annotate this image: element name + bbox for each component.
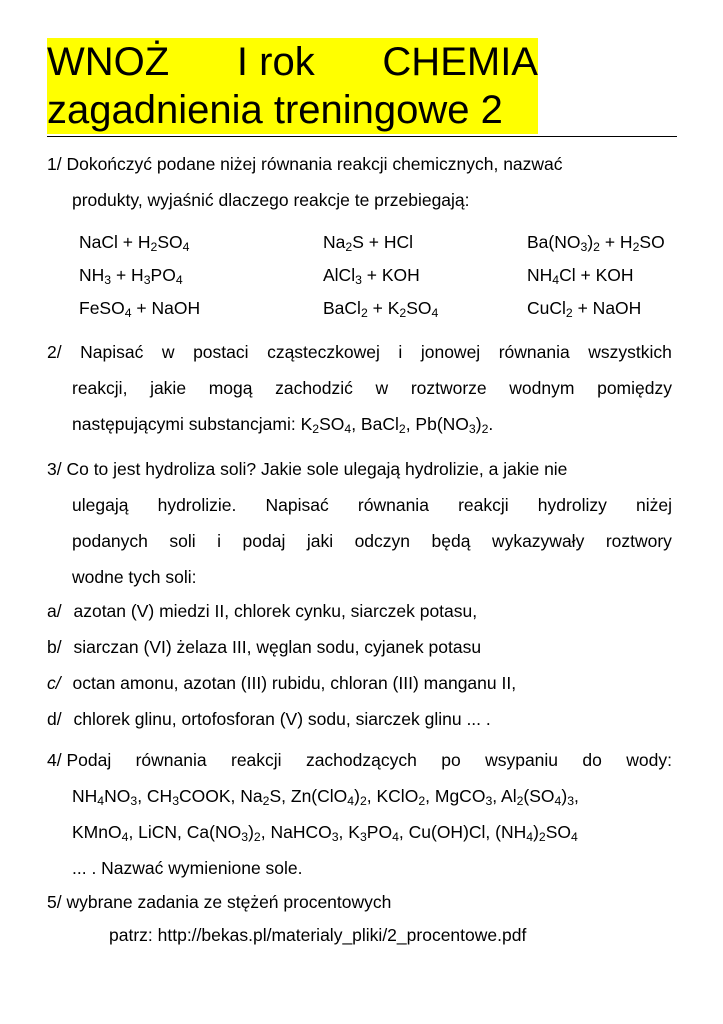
word: po — [441, 750, 461, 770]
word: 2/ — [47, 342, 62, 362]
item-label: c/ — [47, 673, 61, 693]
word: pomiędzy — [597, 378, 672, 398]
task5-line1: 5/ wybrane zadania ze stężeń procentowych — [47, 892, 392, 912]
word: wszystkich — [588, 342, 672, 362]
title-part: I rok — [236, 40, 315, 84]
word: zachodzić — [275, 378, 353, 398]
reaction: $Ba(NO_3)_2 + H_2SO$ — [527, 232, 665, 255]
page-title — [47, 38, 538, 134]
reaction: BaCl$_2$ + $K_2SO_4$ — [323, 298, 439, 321]
word: reakcji — [231, 750, 282, 770]
task2-line3: następującymi substancjami: $K_2SO_4$, BaCl$_2$, $Pb(NO_3)_2$. — [72, 414, 494, 437]
word: ulegają — [72, 495, 129, 515]
word: Napisać — [80, 342, 144, 362]
word: niżej — [636, 495, 672, 515]
title-part: WNOŻ — [47, 40, 170, 84]
word: jaki — [306, 531, 334, 551]
task3-item-d — [47, 709, 491, 730]
word: wykazywały — [491, 531, 585, 551]
task3-item-b — [47, 637, 481, 658]
task3-line4: wodne tych soli: — [72, 567, 197, 587]
word: jonowej — [420, 342, 481, 362]
item-label: b/ — [47, 637, 62, 657]
item-label: d/ — [47, 709, 62, 729]
task3-item-c — [47, 673, 516, 694]
word: cząsteczkowej — [267, 342, 380, 362]
reaction: AlCl$_3$ + KOH — [323, 265, 420, 288]
word: hydrolizy — [537, 495, 607, 515]
word: do — [582, 750, 602, 770]
task3-line3 — [72, 531, 672, 552]
word: wsypaniu — [485, 750, 559, 770]
task1-line2: produkty, wyjaśnić dlaczego reakcje te przebiegają: — [72, 190, 470, 210]
task4-line2: $NH_4NO_3$, $CH_3COOK$, $Na_2S$, $Zn(ClO_4)_2$, KClO$_2$, MgCO$_3$, $Al_2(SO_4)_3$, — [72, 786, 579, 809]
task2-line1 — [47, 342, 672, 363]
word: roztwory — [605, 531, 672, 551]
word: Napisać — [265, 495, 329, 515]
word: zachodzących — [305, 750, 417, 770]
task2-line2 — [72, 378, 672, 399]
task3-item-a — [47, 601, 477, 622]
word: postaci — [193, 342, 249, 362]
word: reakcji, — [72, 378, 128, 398]
reaction: NaCl + $H_2SO_4$ — [79, 232, 190, 255]
task3-line2 — [72, 495, 672, 516]
task4-line4: ... . Nazwać wymienione sole. — [72, 858, 303, 878]
word: jakie — [150, 378, 187, 398]
word: w — [375, 378, 389, 398]
item-text: octan amonu, azotan (III) rubidu, chloran (III) manganu II, — [72, 673, 517, 693]
header-divider — [47, 136, 677, 137]
item-label: a/ — [47, 601, 62, 621]
word: podaj — [242, 531, 286, 551]
task4-line1 — [47, 750, 672, 771]
word: równania — [135, 750, 207, 770]
word: równania — [498, 342, 570, 362]
reaction: $Na_2S$ + HCl — [323, 232, 413, 255]
word: soli — [169, 531, 196, 551]
word: i — [217, 531, 222, 551]
word: reakcji — [458, 495, 509, 515]
task1-line1: 1/ Dokończyć podane niżej równania reakcji chemicznych, nazwać — [47, 154, 563, 174]
word: równania — [357, 495, 429, 515]
task5-link-line: patrz: http://bekas.pl/materialy_pliki/2_procentowe.pdf — [109, 925, 527, 945]
item-text: siarczan (VI) żelaza III, węglan sodu, cyjanek potasu — [73, 637, 482, 657]
word: i — [398, 342, 403, 362]
word: roztworze — [410, 378, 487, 398]
item-text: azotan (V) miedzi II, chlorek cynku, siarczek potasu, — [73, 601, 478, 621]
title-part: CHEMIA — [382, 40, 538, 84]
word: odczyn — [354, 531, 411, 551]
word: 4/ Podaj — [47, 750, 112, 770]
reaction: CuCl$_2$ + NaOH — [527, 298, 642, 321]
reaction: $NH_3 + H_3PO_4$ — [79, 265, 183, 288]
title-line-2: zagadnienia treningowe 2 — [47, 88, 503, 132]
word: hydrolizie. — [157, 495, 237, 515]
word: w — [161, 342, 175, 362]
title-line-1 — [47, 38, 538, 86]
word: będą — [431, 531, 471, 551]
task4-line3: KMnO$_4$, LiCN, $Ca(NO_3)_2$, NaHCO$_3$, $K_3PO_4$, Cu(OH)Cl, $(NH_4)_2SO_4$ — [72, 822, 578, 845]
word: wody: — [626, 750, 672, 770]
word: podanych — [72, 531, 148, 551]
item-text: chlorek glinu, ortofosforan (V) sodu, siarczek glinu ... . — [73, 709, 491, 729]
word: mogą — [208, 378, 253, 398]
word: wodnym — [509, 378, 575, 398]
task3-line1: 3/ Co to jest hydroliza soli? Jakie sole ulegają hydrolizie, a jakie nie — [47, 459, 568, 479]
reaction: FeSO$_4$ + NaOH — [79, 298, 201, 321]
reaction: $NH_4Cl$ + KOH — [527, 265, 634, 288]
